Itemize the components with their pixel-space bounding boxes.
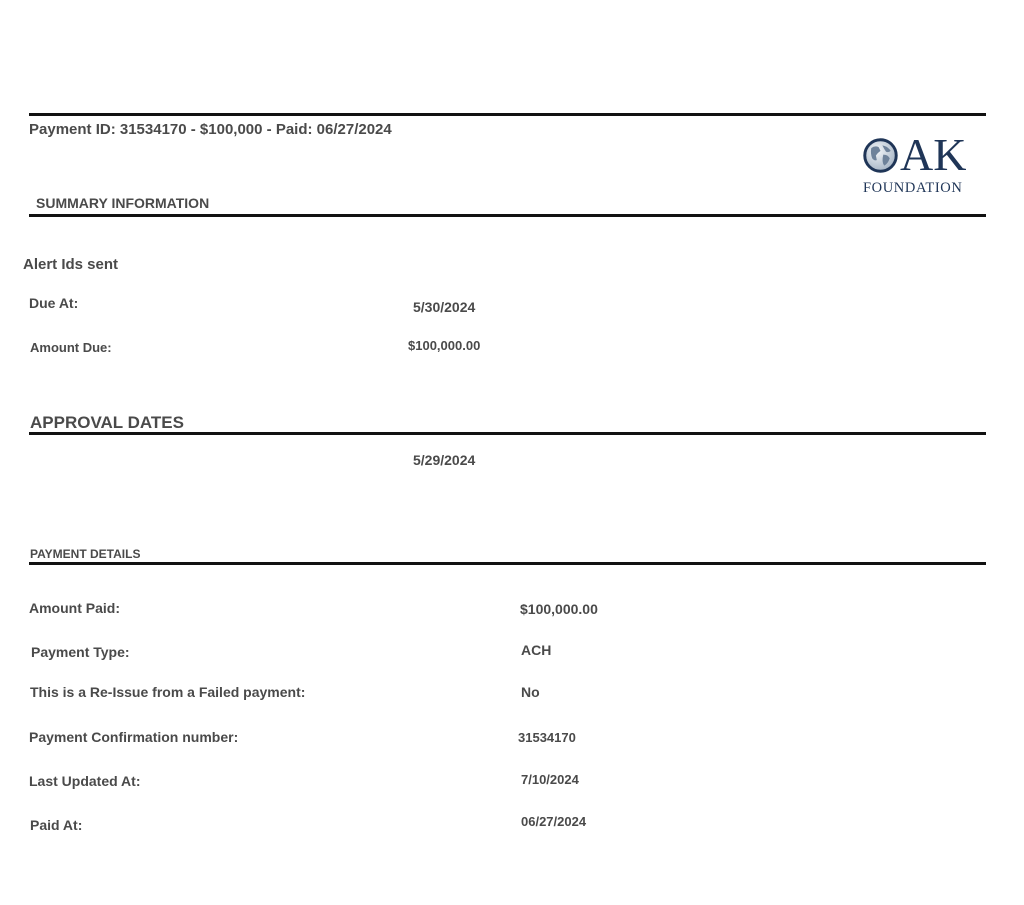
globe-icon	[862, 137, 899, 174]
logo-subtitle: FOUNDATION	[863, 180, 963, 196]
approval-date: 5/29/2024	[413, 452, 476, 468]
top-rule	[29, 113, 986, 116]
paid-at-label: Paid At:	[30, 817, 83, 833]
confirmation-number-label: Payment Confirmation number:	[29, 729, 239, 745]
summary-heading: SUMMARY INFORMATION	[36, 195, 210, 211]
due-at-value: 5/30/2024	[413, 299, 476, 315]
payment-header: Payment ID: 31534170 - $100,000 - Paid: 06/27/2024	[29, 121, 392, 138]
confirmation-number-value: 31534170	[518, 730, 576, 745]
approval-rule	[29, 432, 986, 435]
payment-type-label: Payment Type:	[31, 644, 130, 660]
oak-foundation-logo	[862, 129, 974, 199]
payment-type-value: ACH	[521, 642, 552, 658]
amount-paid-value: $100,000.00	[520, 601, 598, 617]
last-updated-label: Last Updated At:	[29, 773, 141, 789]
paid-at-value: 06/27/2024	[521, 814, 587, 829]
amount-paid-label: Amount Paid:	[29, 600, 120, 616]
logo-wordmark	[862, 129, 967, 180]
reissue-value: No	[521, 684, 540, 700]
amount-due-value: $100,000.00	[408, 338, 481, 353]
reissue-label: This is a Re-Issue from a Failed payment:	[30, 684, 306, 700]
due-at-label: Due At:	[29, 295, 79, 311]
amount-due-label: Amount Due:	[30, 340, 112, 355]
payment-details-heading: PAYMENT DETAILS	[30, 547, 141, 561]
summary-rule	[29, 214, 986, 217]
approval-heading: APPROVAL DATES	[30, 413, 184, 432]
last-updated-value: 7/10/2024	[521, 772, 579, 787]
payment-details-rule	[29, 562, 986, 565]
logo-text: AK	[900, 129, 967, 180]
alert-ids-label: Alert Ids sent	[23, 256, 119, 273]
